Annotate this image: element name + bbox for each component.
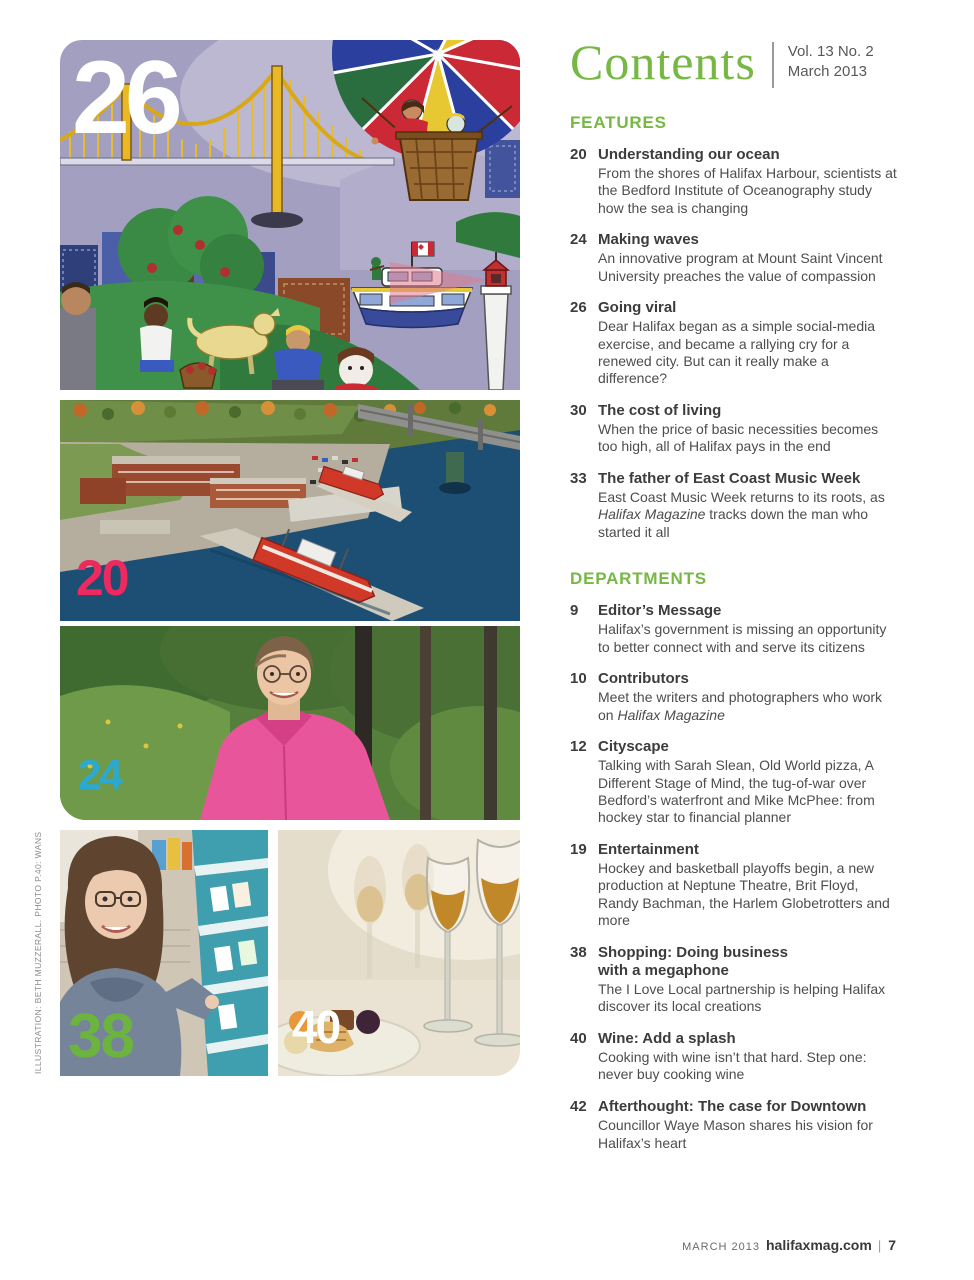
toc-entry-description: Cooking with wine isn’t that hard. Step one: never buy cooking wine <box>598 1049 867 1083</box>
toc-entry-description: Talking with Sarah Slean, Old World pizza, A Different Stage of Mind, the tug-of-war over Bedford’s waterfront and Mike McPhee: from hockey star to financial planner <box>598 757 875 826</box>
toc-entry-title: The cost of living <box>598 401 722 419</box>
toc-entry-page-number: 19 <box>570 840 587 858</box>
toc-entry-title: Shopping: Doing business with a megaphone <box>598 943 788 979</box>
toc-entry-description: From the shores of Halifax Harbour, scientists at the Bedford Institute of Oceanography study how the sea is changing <box>598 164 897 216</box>
toc-entry-title: Understanding our ocean <box>598 145 780 163</box>
toc-entry-page-number: 33 <box>570 469 587 487</box>
toc-entry-description: The I Love Local partnership is helping Halifax discover its local creations <box>598 981 886 1015</box>
toc-entry-description: Halifax’s government is missing an opportunity to better connect with and serve its citizens <box>598 621 887 655</box>
toc-entry <box>570 1098 900 1152</box>
toc-entry <box>570 1030 900 1084</box>
header-divider <box>772 42 774 88</box>
contents-header <box>570 36 900 89</box>
toc-entry <box>570 402 900 456</box>
toc-entry-page-number: 12 <box>570 738 587 756</box>
features-heading: FEATURES <box>570 112 667 132</box>
toc-entry-title: Afterthought: The case for Downtown <box>598 1097 867 1115</box>
volume-number: Vol. 13 No. 2 <box>787 43 874 60</box>
toc-entry-page-number: 10 <box>570 670 587 688</box>
toc-entry <box>570 470 900 541</box>
page-number-overlay-40: 40 <box>292 1001 340 1053</box>
toc-entry-page-number: 42 <box>570 1097 587 1115</box>
toc-entry-page-number: 24 <box>570 230 587 248</box>
photo-credit: ILLUSTRATION: BETH MUZZERALL. PHOTO P.40: WANS <box>33 831 43 1074</box>
volume-info <box>788 36 874 81</box>
toc-entry-description: An innovative program at Mount Saint Vincent University preaches the value of compassion <box>598 250 883 284</box>
departments-heading: DEPARTMENTS <box>570 569 707 589</box>
shop-photo-i-love-local <box>60 830 268 1076</box>
contents-column <box>570 36 900 1166</box>
toc-entry <box>570 841 900 930</box>
toc-entry <box>570 670 900 724</box>
toc-entry-page-number: 40 <box>570 1029 587 1047</box>
footer-divider: | <box>877 1238 883 1253</box>
aerial-harbour-photo <box>60 400 520 621</box>
toc-entry <box>570 146 900 217</box>
toc-entry-title: Wine: Add a splash <box>598 1029 736 1047</box>
page-title: Contents <box>570 34 756 90</box>
toc-entry-page-number: 26 <box>570 298 587 316</box>
toc-entry-description: Meet the writers and photographers who work on Halifax Magazine <box>598 689 883 723</box>
toc-entry <box>570 231 900 285</box>
toc-entry-page-number: 38 <box>570 943 587 961</box>
portrait-photo-graphic <box>60 626 520 820</box>
toc-entry-title: Making waves <box>598 230 699 248</box>
footer-website: halifaxmag.com <box>765 1237 872 1253</box>
toc-entry-description: When the price of basic necessities becomes too high, all of Halifax pays in the end <box>598 420 879 455</box>
toc-entry-title: Going viral <box>598 298 677 316</box>
toc-entry-page-number: 30 <box>570 401 587 419</box>
illustration-going-viral <box>60 40 520 390</box>
toc-entry-title: Editor’s Message <box>598 602 722 620</box>
toc-entry-title: Entertainment <box>598 840 699 858</box>
page-footer <box>682 1237 896 1253</box>
toc-entry-page-number: 20 <box>570 145 587 163</box>
page-number-overlay-38: 38 <box>68 1002 133 1071</box>
toc-entry-title: Contributors <box>598 670 689 688</box>
toc-entry-title: Cityscape <box>598 738 669 756</box>
page-number-overlay-20: 20 <box>76 550 128 606</box>
image-collage <box>60 40 520 1076</box>
toc-entry-page-number: 9 <box>570 602 579 620</box>
aerial-photo-graphic <box>60 400 520 621</box>
toc-entry <box>570 944 900 1016</box>
toc-entry-description: East Coast Music Week returns to its roots, as Halifax Magazine tracks down the man who started it all <box>598 488 885 540</box>
toc-entry-title: The father of East Coast Music Week <box>598 469 861 487</box>
issue-date: March 2013 <box>787 62 868 80</box>
wine-photo-add-a-splash <box>278 830 520 1076</box>
page-number-overlay-26: 26 <box>72 40 178 156</box>
toc-entry-description: Hockey and basketball playoffs begin, a new production at Neptune Theatre, Brit Floyd, Randy Bachman, the Harlem Globetrotters and more <box>598 860 890 929</box>
page-number-overlay-24: 24 <box>78 751 121 798</box>
portrait-photo-pink-shirt <box>60 626 520 820</box>
footer-issue: MARCH 2013 <box>682 1241 760 1253</box>
toc-entry-description: Councillor Waye Mason shares his vision for Halifax’s heart <box>598 1117 873 1151</box>
toc-entry <box>570 602 900 656</box>
toc-entry <box>570 738 900 827</box>
footer-page-number: 7 <box>888 1237 896 1253</box>
toc-entry <box>570 299 900 388</box>
toc-entry-description: Dear Halifax began as a simple social-media exercise, and became a rallying cry for a renewed city. But can it really make a difference? <box>598 318 876 387</box>
